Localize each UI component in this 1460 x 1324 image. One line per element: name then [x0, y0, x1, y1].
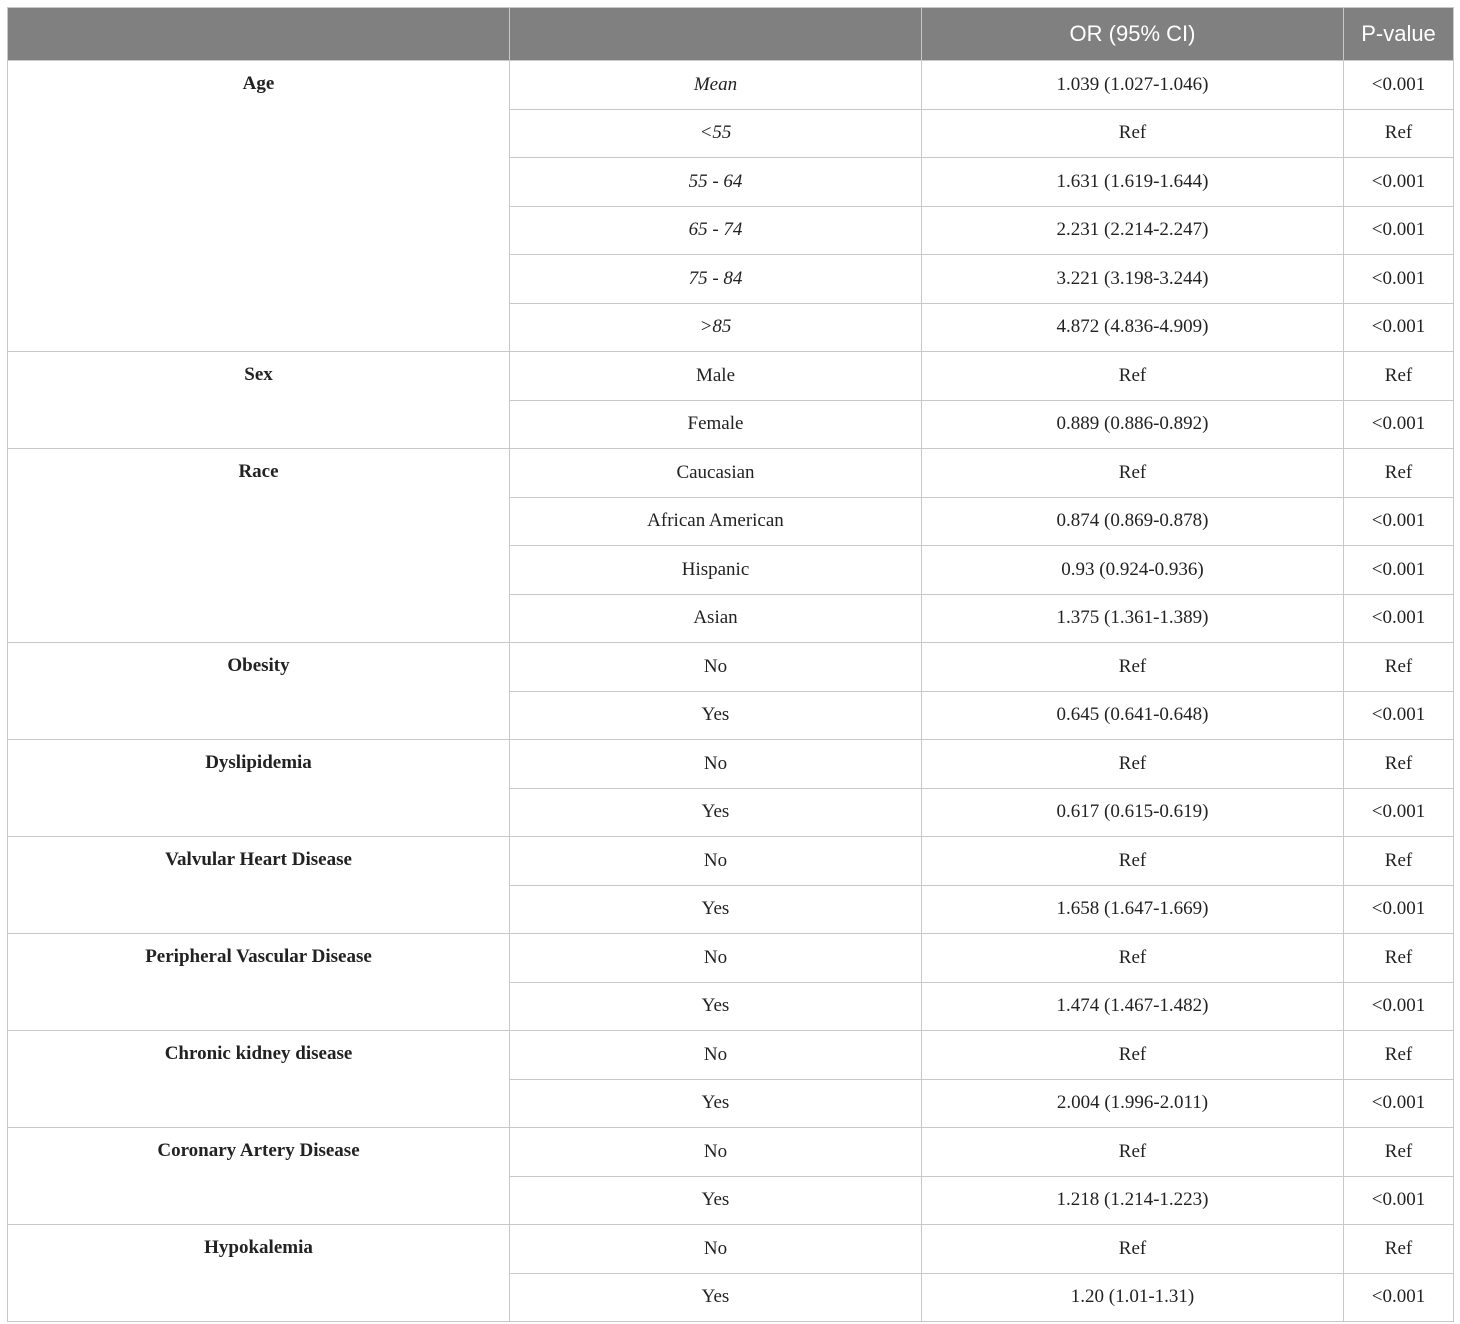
- table-row: [8, 1031, 1454, 1080]
- or-ci-cell: Ref: [922, 837, 1344, 886]
- or-ci-cell: 0.889 (0.886-0.892): [922, 400, 1344, 449]
- variable-label: Hypokalemia: [8, 1225, 510, 1322]
- category-cell: Hispanic: [510, 546, 922, 595]
- p-value-cell: <0.001: [1344, 400, 1454, 449]
- p-value-cell: <0.001: [1344, 1079, 1454, 1128]
- p-value-cell: <0.001: [1344, 788, 1454, 837]
- category-cell: Yes: [510, 885, 922, 934]
- category-cell: Yes: [510, 788, 922, 837]
- or-ci-cell: Ref: [922, 109, 1344, 158]
- table-row: [8, 1128, 1454, 1177]
- category-cell: 55 - 64: [510, 158, 922, 207]
- category-cell: Yes: [510, 1273, 922, 1322]
- variable-label: Age: [8, 61, 510, 352]
- or-ci-cell: 0.645 (0.641-0.648): [922, 691, 1344, 740]
- p-value-cell: <0.001: [1344, 255, 1454, 304]
- p-value-cell: <0.001: [1344, 497, 1454, 546]
- variable-label: Obesity: [8, 643, 510, 740]
- category-cell: No: [510, 1128, 922, 1177]
- category-cell: Female: [510, 400, 922, 449]
- or-ci-cell: 2.231 (2.214-2.247): [922, 206, 1344, 255]
- category-cell: Male: [510, 352, 922, 401]
- variable-label: Sex: [8, 352, 510, 449]
- p-value-cell: Ref: [1344, 1031, 1454, 1080]
- p-value-cell: <0.001: [1344, 303, 1454, 352]
- category-cell: Yes: [510, 1079, 922, 1128]
- or-ci-cell: 2.004 (1.996-2.011): [922, 1079, 1344, 1128]
- table-row: [8, 449, 1454, 498]
- category-cell: No: [510, 1031, 922, 1080]
- or-ci-cell: Ref: [922, 1031, 1344, 1080]
- or-ci-cell: Ref: [922, 934, 1344, 983]
- category-cell: Yes: [510, 691, 922, 740]
- or-ci-cell: Ref: [922, 740, 1344, 789]
- category-cell: Yes: [510, 982, 922, 1031]
- category-cell: Caucasian: [510, 449, 922, 498]
- p-value-cell: <0.001: [1344, 158, 1454, 207]
- or-ci-cell: 4.872 (4.836-4.909): [922, 303, 1344, 352]
- p-value-cell: <0.001: [1344, 982, 1454, 1031]
- category-cell: No: [510, 934, 922, 983]
- or-ci-cell: 1.218 (1.214-1.223): [922, 1176, 1344, 1225]
- category-cell: <55: [510, 109, 922, 158]
- variable-label: Chronic kidney disease: [8, 1031, 510, 1128]
- or-ci-cell: 0.874 (0.869-0.878): [922, 497, 1344, 546]
- category-cell: Asian: [510, 594, 922, 643]
- or-ci-cell: 1.631 (1.619-1.644): [922, 158, 1344, 207]
- variable-label: Valvular Heart Disease: [8, 837, 510, 934]
- or-ci-cell: 1.20 (1.01-1.31): [922, 1273, 1344, 1322]
- or-ci-cell: 0.617 (0.615-0.619): [922, 788, 1344, 837]
- table-header: [8, 8, 1454, 61]
- or-ci-cell: Ref: [922, 1128, 1344, 1177]
- p-value-cell: <0.001: [1344, 1176, 1454, 1225]
- table-body: [8, 61, 1454, 1322]
- category-cell: No: [510, 837, 922, 886]
- category-cell: Mean: [510, 61, 922, 110]
- header-p-value: P-value: [1344, 8, 1454, 61]
- or-ci-cell: Ref: [922, 352, 1344, 401]
- header-variable: [8, 8, 510, 61]
- or-ci-cell: 1.658 (1.647-1.669): [922, 885, 1344, 934]
- p-value-cell: <0.001: [1344, 594, 1454, 643]
- category-cell: African American: [510, 497, 922, 546]
- variable-label: Coronary Artery Disease: [8, 1128, 510, 1225]
- table-row: [8, 352, 1454, 401]
- or-ci-cell: 1.039 (1.027-1.046): [922, 61, 1344, 110]
- category-cell: 75 - 84: [510, 255, 922, 304]
- header-category: [510, 8, 922, 61]
- table-row: [8, 740, 1454, 789]
- category-cell: No: [510, 740, 922, 789]
- p-value-cell: Ref: [1344, 1128, 1454, 1177]
- category-cell: No: [510, 1225, 922, 1274]
- category-cell: >85: [510, 303, 922, 352]
- results-table: [7, 7, 1454, 1322]
- p-value-cell: Ref: [1344, 109, 1454, 158]
- or-ci-cell: 3.221 (3.198-3.244): [922, 255, 1344, 304]
- table-row: [8, 934, 1454, 983]
- category-cell: 65 - 74: [510, 206, 922, 255]
- category-cell: No: [510, 643, 922, 692]
- p-value-cell: <0.001: [1344, 206, 1454, 255]
- p-value-cell: <0.001: [1344, 61, 1454, 110]
- p-value-cell: <0.001: [1344, 1273, 1454, 1322]
- header-row: [8, 8, 1454, 61]
- variable-label: Dyslipidemia: [8, 740, 510, 837]
- or-ci-cell: 1.375 (1.361-1.389): [922, 594, 1344, 643]
- p-value-cell: <0.001: [1344, 546, 1454, 595]
- category-cell: Yes: [510, 1176, 922, 1225]
- variable-label: Race: [8, 449, 510, 643]
- or-ci-cell: Ref: [922, 1225, 1344, 1274]
- table-row: [8, 643, 1454, 692]
- header-or-ci: OR (95% CI): [922, 8, 1344, 61]
- p-value-cell: <0.001: [1344, 691, 1454, 740]
- or-ci-cell: Ref: [922, 643, 1344, 692]
- p-value-cell: Ref: [1344, 352, 1454, 401]
- or-ci-cell: Ref: [922, 449, 1344, 498]
- table-row: [8, 837, 1454, 886]
- or-ci-cell: 0.93 (0.924-0.936): [922, 546, 1344, 595]
- p-value-cell: Ref: [1344, 449, 1454, 498]
- or-ci-cell: 1.474 (1.467-1.482): [922, 982, 1344, 1031]
- p-value-cell: Ref: [1344, 1225, 1454, 1274]
- p-value-cell: Ref: [1344, 837, 1454, 886]
- table-row: [8, 61, 1454, 110]
- p-value-cell: <0.001: [1344, 885, 1454, 934]
- p-value-cell: Ref: [1344, 643, 1454, 692]
- table-row: [8, 1225, 1454, 1274]
- p-value-cell: Ref: [1344, 934, 1454, 983]
- p-value-cell: Ref: [1344, 740, 1454, 789]
- variable-label: Peripheral Vascular Disease: [8, 934, 510, 1031]
